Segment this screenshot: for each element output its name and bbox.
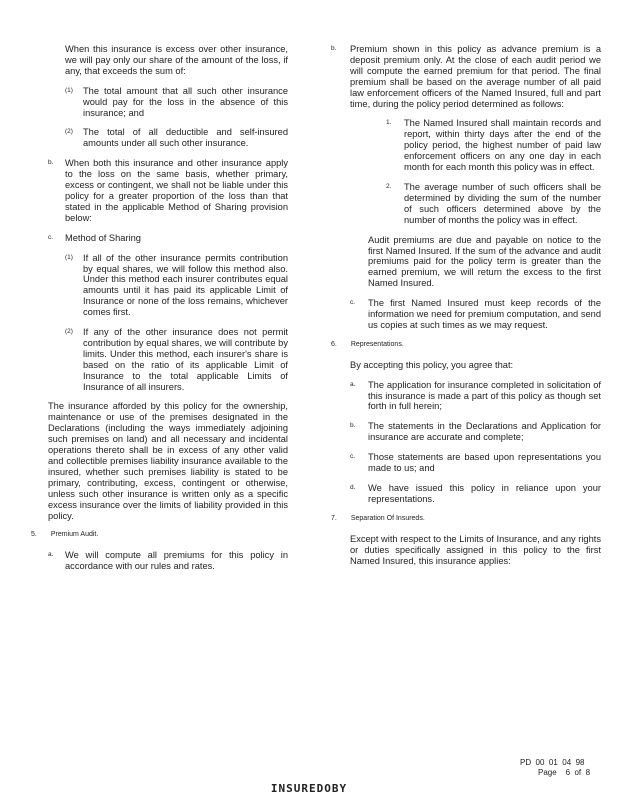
page-number: Page 6 of 8 — [538, 768, 591, 777]
list-item: If any of the other insurance does not permit contribution by equal shares, we will contribute by limits. Under this method, each insurer's share is based on the ratio of its applicable Limit of Insurance to the total applicable Limits of Insurance of all insurers. — [83, 327, 288, 392]
list-item: Those statements are based upon representations you made to us; and — [368, 452, 601, 474]
watermark: INSUREDOBY — [270, 782, 348, 795]
page-footer — [520, 758, 590, 778]
item-label: c. — [48, 233, 54, 241]
section-title: Separation Of Insureds. — [350, 514, 425, 522]
item-label: 2. — [386, 182, 392, 190]
list-item: If all of the other insurance permits contribution by equal shares, we will follow this method also. Under this method each insurer contributes equal amounts until it has paid its applicable Limit of Insurance or none of the loss remains, whichever comes first. — [83, 252, 288, 318]
item-label: (1) — [65, 86, 73, 94]
paragraph-b: When both this insurance and other insurance apply to the loss on the same basis, whether primary, excess or contingent, we shall not be liable under this policy for a greater proportion of the loss than that stated in the applicable Method of Sharing provision below: — [65, 158, 288, 223]
item-label: c. — [350, 453, 356, 461]
item-label: (2) — [65, 328, 73, 336]
list-item: The average number of such officers shall be determined by dividing the sum of the number of such officers determined above by the number of months the policy was in effect. — [404, 181, 601, 225]
list-item: The Named Insured shall maintain records and report, within thirty days after the end of the policy period, the highest number of paid law enforcement officers on any one day in each month for each month this policy was in effect. — [404, 118, 601, 173]
item-label: b. — [331, 45, 337, 52]
item-label: d. — [350, 484, 356, 491]
excess-intro: When this insurance is excess over other insurance, we will pay only our share of the amount of the loss, if any, that exceeds the sum of: — [65, 44, 288, 76]
representations-intro: By accepting this policy, you agree that: — [350, 359, 514, 370]
left-column — [31, 44, 288, 581]
list-item: We have issued this policy in reliance upon your representations. — [368, 483, 601, 504]
item-label: 1. — [386, 119, 392, 127]
section-7-heading — [331, 514, 601, 525]
list-item: The first Named Insured must keep records of the information we need for premium computation, and send us copies at such times as we may request. — [368, 298, 601, 330]
section-number: 5. — [31, 531, 37, 539]
item-label: (1) — [65, 253, 73, 261]
item-label: b. — [48, 159, 54, 167]
item-label: c. — [350, 299, 356, 307]
list-item: The statements in the Declarations and Application for insurance are accurate and complete; — [368, 421, 601, 443]
section-5-heading — [31, 530, 288, 541]
list-item: The application for insurance completed in solicitation of this insurance is made a part of this policy as though set forth in full herein; — [368, 379, 601, 412]
item-label: a. — [48, 551, 54, 559]
method-of-sharing-heading: Method of Sharing — [65, 232, 141, 243]
item-label: a. — [350, 380, 356, 388]
list-item: The total of all deductible and self-insured amounts under all such other insurance. — [83, 127, 288, 149]
list-item: The total amount that all such other insurance would pay for the loss in the absence of this insurance; and — [83, 85, 288, 118]
item-label: (2) — [65, 128, 73, 136]
section-number: 6. — [331, 340, 337, 348]
section-title: Premium Audit. — [50, 531, 99, 539]
audit-paragraph: Audit premiums are due and payable on notice to the first Named Insured. If the sum of the advance and audit premiums paid for the policy term is greater than the earned premium, we will return the excess to the first Named Insured. — [368, 234, 601, 289]
list-item: We will compute all premiums for this policy in accordance with our rules and rates. — [65, 550, 288, 572]
right-column — [331, 44, 601, 575]
paragraph-b: Premium shown in this policy as advance premium is a deposit premium only. At the close of each audit period we will compute the earned premium for that period. The final premium shall be based on the average number of all paid law enforcement officers of the Named Insured, full and part time, during the policy period determined as follows: — [350, 44, 601, 109]
section-title: Representations. — [350, 340, 404, 348]
item-label: b. — [350, 422, 356, 430]
separation-paragraph: Except with respect to the Limits of Insurance, and any rights or duties specifically assigned in this policy to the first Named Insured, this insurance applies: — [350, 533, 601, 566]
section-6-heading — [331, 340, 601, 351]
section-number: 7. — [331, 514, 337, 522]
premises-paragraph: The insurance afforded by this policy for the ownership, maintenance or use of the premises designated in the Declarations (including the ways immediately adjoining such premises on land) and all necessary and incidental operations thereto shall be in excess of any other valid and collectible premises liability insurance available to the insured, whether such premises liability is stated to be primary, contributing, excess, contingent or otherwise, unless such other insurance is written only as a specific excess insurance over the limits of liability provided in this policy. — [48, 401, 288, 521]
form-number: PD 00 01 04 98 — [520, 758, 585, 767]
